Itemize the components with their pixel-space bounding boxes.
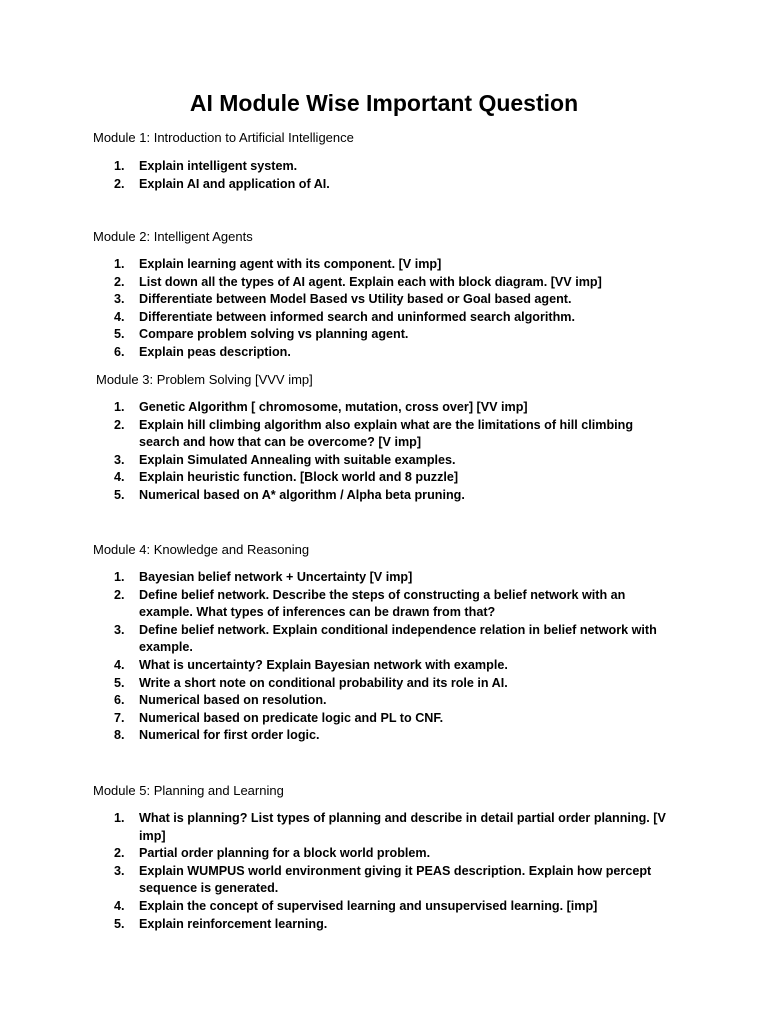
question-number: 6. [114,693,125,708]
question-list [93,399,693,505]
module-section-5 [93,782,693,933]
module-section-1 [93,129,693,193]
question-item [93,863,669,898]
question-text: Bayesian belief network + Uncertainty [V imp] [139,570,413,584]
question-text: Define belief network. Describe the steps of constructing a belief network with an example. What types of inferences can be drawn from that? [139,587,626,620]
question-number: 3. [114,452,125,467]
module-heading: Module 2: Intelligent Agents [93,229,253,244]
question-number: 2. [114,587,125,602]
question-text: Explain learning agent with its component. [V imp] [139,257,442,271]
module-heading: Module 1: Introduction to Artificial Intelligence [93,130,354,145]
question-item [93,810,669,845]
question-text: What is planning? List types of planning and describe in detail partial order planning. [V imp] [139,811,666,843]
question-number: 1. [114,257,125,271]
question-item [93,487,669,505]
question-text: List down all the types of AI agent. Explain each with block diagram. [VV imp] [139,274,602,289]
question-item [93,469,669,487]
question-item [93,291,669,309]
question-item [93,710,669,728]
question-item [93,845,669,863]
question-number: 2. [114,417,125,432]
question-text: What is uncertainty? Explain Bayesian network with example. [139,657,508,672]
question-text: Explain reinforcement learning. [139,916,328,931]
question-text: Numerical based on resolution. [139,693,327,708]
question-item [93,176,669,194]
question-item [93,569,669,587]
question-item [93,399,669,417]
question-item [93,309,669,327]
question-item [93,256,669,274]
module-section-4 [93,541,693,745]
question-item [93,657,669,675]
question-text: Differentiate between Model Based vs Utility based or Goal based agent. [139,292,572,307]
question-item [93,587,669,622]
question-item [93,452,669,470]
module-heading: Module 5: Planning and Learning [93,783,284,798]
question-text: Explain peas description. [139,344,291,359]
question-item [93,727,669,745]
question-number: 2. [114,176,125,191]
question-number: 5. [114,916,125,931]
question-number: 1. [114,570,125,584]
question-text: Genetic Algorithm [ chromosome, mutation, cross over] [VV imp] [139,400,528,414]
question-text: Define belief network. Explain conditional independence relation in belief network with example. [139,622,657,655]
question-text: Explain hill climbing algorithm also explain what are the limitations of hill climbing search and how that can be overcome? [V imp] [139,417,634,450]
question-text: Write a short note on conditional probability and its role in AI. [139,675,508,690]
question-text: Explain Simulated Annealing with suitable examples. [139,452,456,467]
question-item [93,326,669,344]
question-number: 1. [114,159,125,173]
question-number: 4. [114,657,125,672]
question-number: 6. [114,344,125,359]
question-number: 5. [114,487,125,502]
question-text: Explain heuristic function. [Block world and 8 puzzle] [139,470,459,485]
question-text: Compare problem solving vs planning agent. [139,327,409,342]
question-list [93,256,693,362]
question-text: Numerical based on predicate logic and PL to CNF. [139,710,444,725]
question-number: 3. [114,292,125,307]
question-item [93,675,669,693]
question-number: 4. [114,309,125,324]
question-text: Numerical for first order logic. [139,728,320,743]
question-number: 7. [114,710,125,725]
question-item [93,274,669,292]
question-number: 5. [114,327,125,342]
module-section-3 [93,371,693,505]
question-text: Numerical based on A* algorithm / Alpha beta pruning. [139,487,465,502]
question-number: 2. [114,846,125,861]
question-list [93,810,693,933]
question-text: Differentiate between informed search and uninformed search algorithm. [139,309,575,324]
question-item [93,417,669,452]
module-heading: Module 4: Knowledge and Reasoning [93,542,310,557]
question-number: 2. [114,274,125,289]
question-number: 1. [114,811,125,825]
question-item [93,158,669,176]
question-item [93,916,669,934]
question-text: Explain WUMPUS world environment giving it PEAS description. Explain how percept sequence is generated. [139,863,652,896]
question-number: 4. [114,470,125,485]
question-item [93,622,669,657]
question-list [93,569,693,745]
module-heading: Module 3: Problem Solving [VVV imp] [96,372,313,387]
question-number: 5. [114,675,125,690]
question-text: Explain the concept of supervised learning and unsupervised learning. [imp] [139,898,598,913]
question-number: 3. [114,622,125,637]
module-section-2 [93,228,693,362]
question-text: Partial order planning for a block world problem. [139,846,431,861]
question-number: 3. [114,863,125,878]
question-text: Explain intelligent system. [139,159,298,173]
question-list [93,158,693,193]
question-item [93,344,669,362]
question-item [93,692,669,710]
question-number: 1. [114,400,125,414]
question-text: Explain AI and application of AI. [139,176,330,191]
question-number: 8. [114,728,125,743]
question-item [93,898,669,916]
document-title: AI Module Wise Important Question [189,90,579,116]
question-number: 4. [114,898,125,913]
